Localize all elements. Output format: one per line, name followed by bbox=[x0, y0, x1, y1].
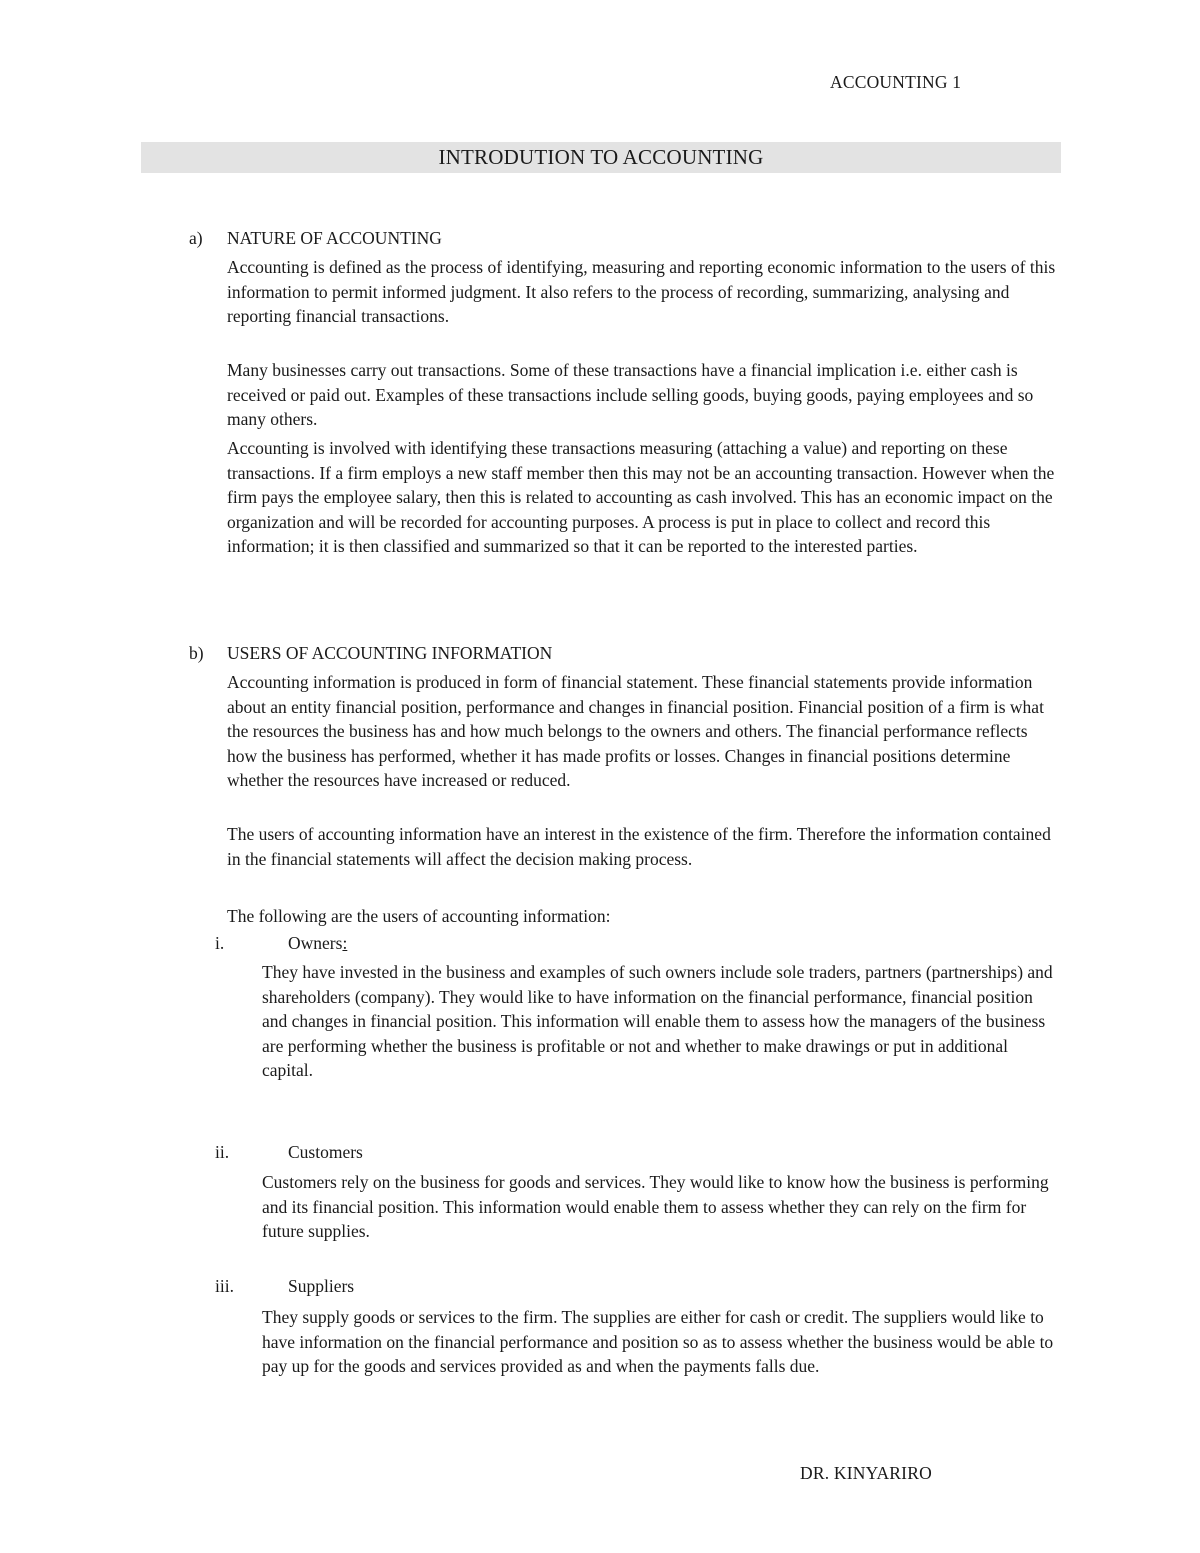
section-b-paragraph-2: The users of accounting information have an interest in the existence of the firm. Therefore the information contained in the financial statements will affect the decision making process. bbox=[227, 824, 1051, 869]
title-band bbox=[141, 142, 1061, 173]
user-owners-marker: i. bbox=[215, 933, 225, 953]
user-customers-text: Customers rely on the business for goods and services. They would like to know how the business is performing and its financial position. This information would enable them to assess whether they can rely on the firm for future supplies. bbox=[262, 1172, 1049, 1242]
section-a-paragraph-1: Accounting is defined as the process of identifying, measuring and reporting economic information to the users of this information to permit informed judgment. It also refers to the process of recording, summarizing, analysing and reporting financial transactions. bbox=[227, 257, 1056, 327]
user-owners-title bbox=[288, 933, 347, 954]
user-suppliers-text: They supply goods or services to the firm. The supplies are either for cash or credit. The suppliers would like to have information on the financial performance and position so as to assess whether the business would be able to pay up for the goods and services provided as and when the payments falls due. bbox=[262, 1307, 1054, 1377]
user-owners-title-text: Owners bbox=[288, 933, 343, 953]
page-title: INTRODUTION TO ACCOUNTING bbox=[438, 145, 764, 169]
section-b-heading: USERS OF ACCOUNTING INFORMATION bbox=[227, 643, 553, 663]
user-suppliers-marker: iii. bbox=[215, 1276, 234, 1296]
section-a-paragraph-3: Accounting is involved with identifying these transactions measuring (attaching a value) and reporting on these transactions. If a firm employs a new staff member then this may not be an accounting transaction. However when the firm pays the employee salary, then this is related to accounting as cash involved. This has an economic impact on the organization and will be recorded for accounting purposes. A process is put in place to collect and record this information; it is then classified and summarized so that it can be reported to the interested parties. bbox=[227, 438, 1055, 557]
user-customers-title: Customers bbox=[288, 1142, 363, 1162]
user-customers-marker: ii. bbox=[215, 1142, 230, 1162]
user-suppliers-title: Suppliers bbox=[288, 1276, 355, 1296]
section-b-marker: b) bbox=[189, 643, 204, 663]
section-b-paragraph-3: The following are the users of accounting information: bbox=[227, 906, 611, 926]
user-owners-text: They have invested in the business and examples of such owners include sole traders, partners (partnerships) and shareholders (company). They would like to have information on the financial performance, financial position and changes in financial position. This information will enable them to assess how the managers of the business are performing whether the business is profitable or not and whether to make drawings or put in additional capital. bbox=[262, 962, 1053, 1081]
section-a-heading: NATURE OF ACCOUNTING bbox=[227, 228, 442, 248]
section-b-paragraph-1: Accounting information is produced in form of financial statement. These financial statements provide information about an entity financial position, performance and changes in financial position. Financial position of a firm is what the resources the business has and how much belongs to the owners and others. The financial performance reflects how the business has performed, whether it has made profits or losses. Changes in financial positions determine whether the resources have increased or reduced. bbox=[227, 672, 1044, 791]
page-header: ACCOUNTING 1 bbox=[830, 72, 962, 92]
section-a-paragraph-2: Many businesses carry out transactions. Some of these transactions have a financial implication i.e. either cash is received or paid out. Examples of these transactions include selling goods, buying goods, paying employees and so many others. bbox=[227, 360, 1034, 430]
page-footer: DR. KINYARIRO bbox=[800, 1463, 932, 1483]
section-a-marker: a) bbox=[189, 228, 203, 248]
user-owners-title-suffix: : bbox=[342, 933, 348, 953]
